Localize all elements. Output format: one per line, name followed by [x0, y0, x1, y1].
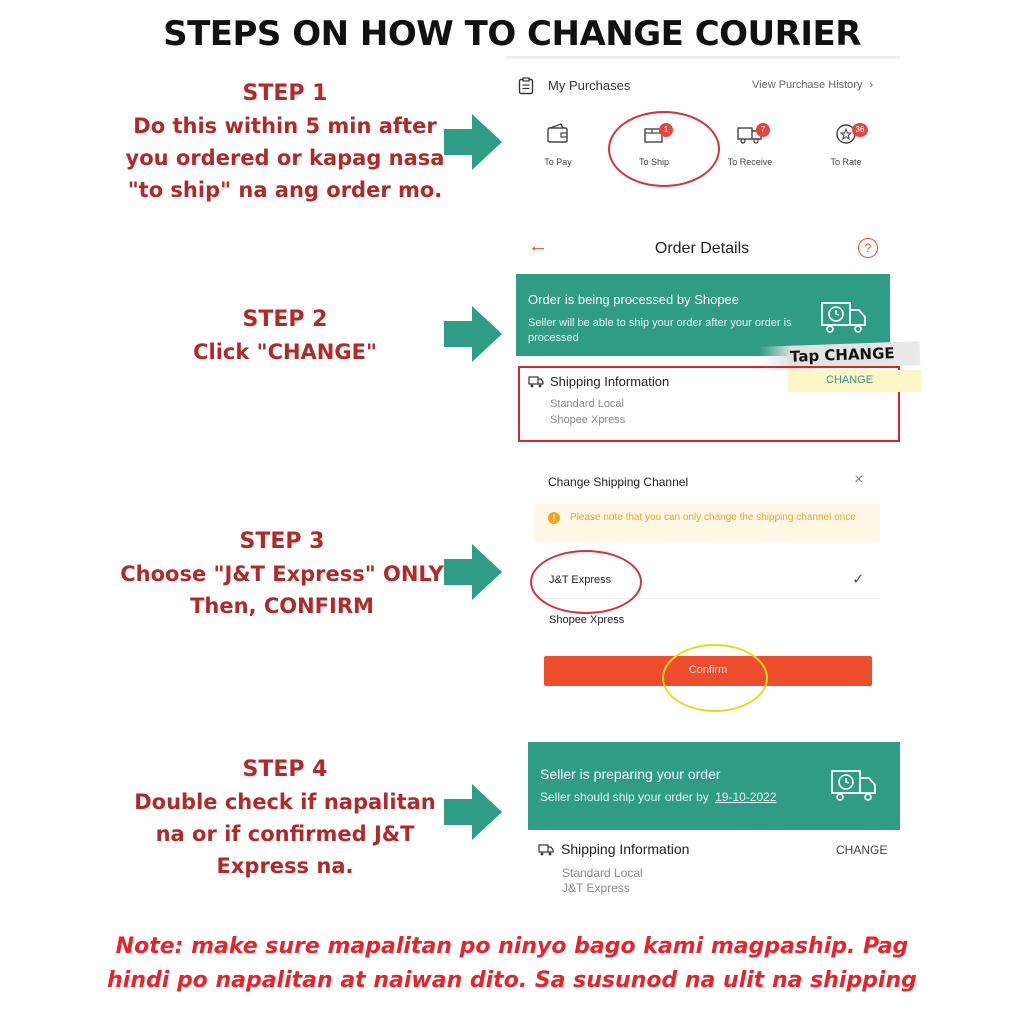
change-button-label: CHANGE: [826, 374, 874, 386]
change-button[interactable]: CHANGE: [836, 843, 888, 857]
order-details-title: Order Details: [654, 240, 750, 257]
delivery-truck-icon: [820, 300, 868, 336]
step-heading: STEP 4: [242, 757, 328, 782]
tab-label: To Pay: [544, 157, 572, 167]
banner-title: Order is being processed by Shopee: [528, 292, 740, 307]
arrow-right-icon: [444, 544, 502, 600]
tab-to-rate[interactable]: [814, 123, 878, 179]
arrow-right-icon: [444, 306, 502, 362]
page-title: STEPS ON HOW TO CHANGE COURIER: [163, 14, 861, 54]
step-heading: STEP 3: [239, 529, 325, 554]
truck-icon: [528, 376, 544, 388]
back-arrow-icon[interactable]: ←: [528, 235, 548, 257]
step-line: Do this within 5 min after: [133, 114, 437, 138]
tab-label: To Receive: [727, 157, 773, 167]
notice-text: Please note that you can only change the shipping channel once: [570, 512, 856, 523]
banner-text-row: [540, 790, 777, 804]
step-heading: STEP 2: [242, 307, 328, 332]
footer-note: [0, 930, 1024, 998]
banner-title: Seller is preparing your order: [540, 766, 721, 782]
shipping-info-title: Shipping Information: [561, 841, 690, 857]
option-label: J&T Express: [549, 574, 612, 586]
tab-to-receive[interactable]: [718, 123, 782, 179]
change-channel-panel: [530, 466, 890, 696]
my-purchases-panel: [506, 56, 900, 199]
delivery-truck-icon: [830, 768, 878, 804]
wallet-icon: [546, 123, 570, 145]
banner-text: Seller will be able to ship your order after your order is processed: [528, 317, 792, 344]
shipping-info-box: [518, 366, 900, 442]
close-icon[interactable]: ×: [854, 471, 864, 488]
my-purchases-title: My Purchases: [548, 78, 631, 93]
tap-change-text: Tap CHANGE: [789, 344, 895, 366]
note-line: hindi po napalitan at naiwan dito. Sa susunod na ulit na shipping: [107, 968, 917, 993]
banner-text: Seller should ship your order by: [540, 790, 709, 804]
chevron-right-icon: ›: [869, 79, 874, 91]
tab-badge: 1: [659, 123, 673, 137]
highlight-circle: [608, 111, 720, 187]
clipboard-icon: [518, 77, 534, 95]
tab-label: To Rate: [830, 157, 862, 167]
shipping-line: J&T Express: [562, 881, 630, 895]
tab-badge: 7: [756, 123, 770, 137]
channel-title: Change Shipping Channel: [548, 475, 689, 489]
view-purchase-history-link[interactable]: [752, 79, 873, 91]
step-line: Choose "J&T Express" ONLY: [120, 562, 444, 586]
step-line: you ordered or kapag nasa: [125, 146, 445, 170]
step-1-text: [120, 78, 450, 206]
info-icon: !: [548, 512, 560, 524]
shipping-line: Standard Local: [550, 398, 624, 410]
tab-label: To Ship: [638, 157, 670, 167]
highlight-circle: [662, 644, 768, 712]
checkmark-icon: ✓: [852, 571, 865, 588]
arrow-right-icon: [444, 114, 502, 170]
step-4-text: [120, 754, 450, 882]
shipping-info-title: Shipping Information: [550, 374, 670, 389]
confirm-button-label: Confirm: [688, 664, 728, 676]
help-icon[interactable]: ?: [858, 238, 878, 258]
tab-badge: 36: [852, 123, 868, 137]
step-line: Double check if napalitan: [134, 790, 436, 814]
ship-by-date: 19-10-2022: [715, 790, 777, 804]
step-line: "to ship" na ang order mo.: [127, 178, 443, 202]
order-status-banner: [528, 742, 900, 830]
view-purchase-history-label: View Purchase History: [752, 79, 863, 91]
step-line: Click "CHANGE": [193, 340, 377, 364]
option-label: Shopee Xpress: [549, 614, 625, 626]
tab-to-pay[interactable]: [526, 123, 590, 179]
step-line: Express na.: [216, 854, 354, 878]
step-line: Then, CONFIRM: [190, 594, 374, 618]
change-button[interactable]: [788, 370, 922, 392]
highlight-circle: [530, 550, 642, 614]
step-3-text: [112, 526, 452, 622]
shipping-line: Standard Local: [562, 866, 643, 880]
order-details-panel: [514, 230, 904, 450]
truck-icon: [538, 844, 554, 856]
step-line: na or if confirmed J&T: [155, 822, 415, 846]
arrow-right-icon: [444, 784, 502, 840]
notice-box: [534, 504, 880, 542]
step-heading: STEP 1: [242, 81, 328, 106]
step-2-text: [120, 304, 450, 368]
shipping-line: Shopee Xpress: [550, 414, 626, 426]
final-order-panel: [528, 742, 902, 902]
note-line: Note: make sure mapalitan po ninyo bago kami magpaship. Pag: [115, 934, 909, 959]
